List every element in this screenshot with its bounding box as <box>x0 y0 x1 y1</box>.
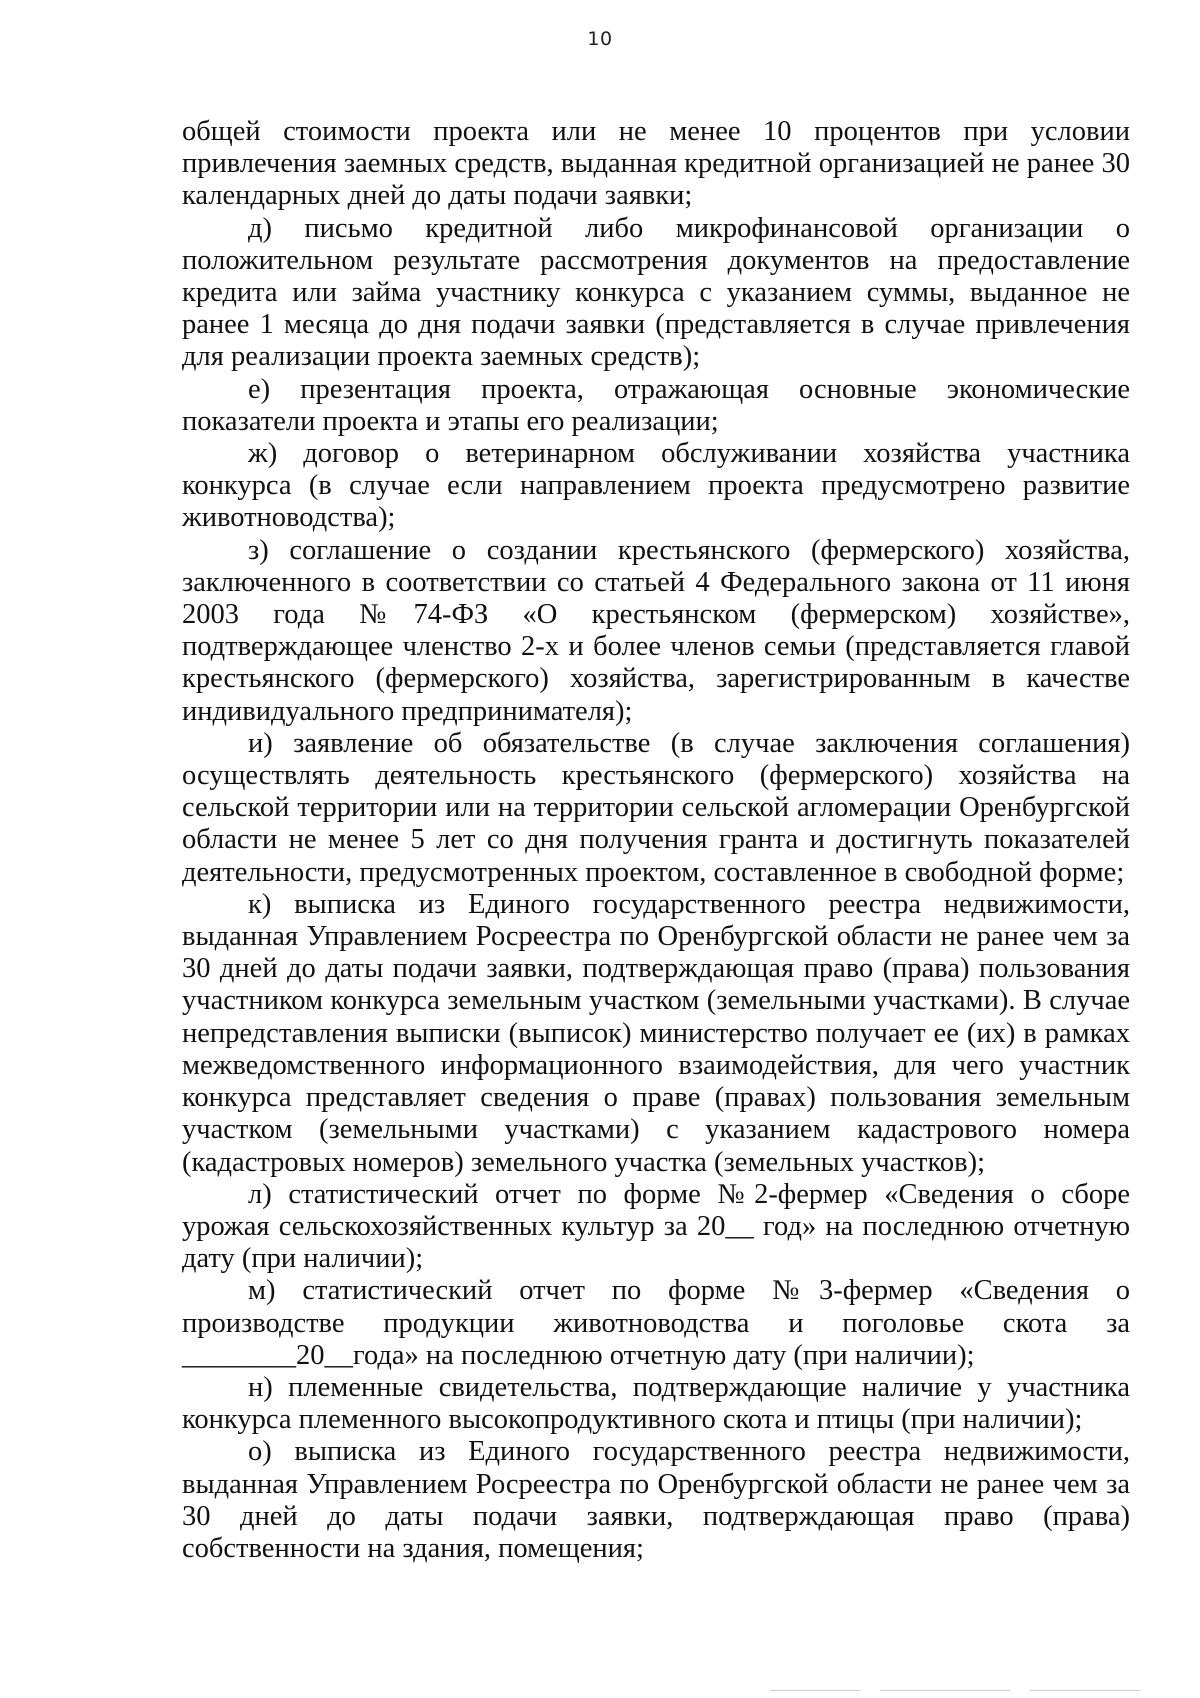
paragraph-item-i: и) заявление об обязательстве (в случае заключения соглашения) осуществлять деятельность крестьянского (фермерского) хозяйства на сельской территории или на территории сельской агломерации Оренбургской области не менее 5 лет со дня получения гранта и достигнуть показателей деятельности, предусмотренных проектом, составленное в свободной форме; <box>182 727 1130 888</box>
paragraph-item-d: д) письмо кредитной либо микрофинансовой организации о положительном результате рассмотрения документов на предоставление кредита или займа участнику конкурса с указанием суммы, выданное не ранее 1 месяца до дня подачи заявки (представляется в случае привлечения для реализации проекта заемных средств); <box>182 212 1130 373</box>
paragraph-item-l: л) статистический отчет по форме №2-фермер «Сведения о сборе урожая сельскохозяйственных культур за 20__ год» на последнюю отчетную дату (при наличии); <box>182 1178 1130 1275</box>
scan-artifact <box>1030 1690 1140 1691</box>
document-body <box>182 116 1130 1565</box>
paragraph-item-o: о) выписка из Единого государственного реестра недвижимости, выданная Управлением Росреестра по Оренбургской области не ранее чем за 30 дней до даты подачи заявки, подтверждающая право (права) собственности на здания, помещения; <box>182 1436 1130 1564</box>
page-number: 10 <box>587 28 613 50</box>
scan-artifact <box>880 1690 1010 1691</box>
paragraph-item-e: е) презентация проекта, отражающая основные экономические показатели проекта и этапы его реализации; <box>182 373 1130 437</box>
paragraph-item-n: н) племенные свидетельства, подтверждающие наличие у участника конкурса племенного высокопродуктивного скота и птицы (при наличии); <box>182 1371 1130 1436</box>
paragraph-item-zh: ж) договор о ветеринарном обслуживании хозяйства участника конкурса (в случае если направлением проекта предусмотрено развитие животноводства); <box>182 438 1130 534</box>
paragraph-continuation: общей стоимости проекта или не менее 10 процентов при условии привлечения заемных средств, выданная кредитной организацией не ранее 30 календарных дней до даты подачи заявки; <box>182 116 1130 212</box>
paragraph-item-m: м) статистический отчет по форме №3-фермер «Сведения о производстве продукции животноводства и поголовье скота за ________20__года» на последнюю отчетную дату (при наличии); <box>182 1275 1130 1371</box>
scan-artifact <box>770 1690 860 1691</box>
paragraph-item-z: з) соглашение о создании крестьянского (фермерского) хозяйства, заключенного в соответствии со статьей 4 Федерального закона от 11 июня 2003 года №74-ФЗ «О крестьянском (фермерском) хозяйстве», подтверждающее членство 2-х и более членов семьи (представляется главой крестьянского (фермерского) хозяйства, зарегистрированным в качестве индивидуального предпринимателя); <box>182 534 1130 727</box>
paragraph-item-k: к) выписка из Единого государственного реестра недвижимости, выданная Управлением Росреестра по Оренбургской области не ранее чем за 30 дней до даты подачи заявки, подтверждающая право (права) пользования участником конкурса земельным участком (земельными участками). В случае непредставления выписки (выписок) министерство получает ее (их) в рамках межведомственного информационного взаимодействия, для чего участник конкурса представляет сведения о праве (правах) пользования земельным участком (земельными участками) с указанием кадастрового номера (кадастровых номеров) земельного участка (земельных участков); <box>182 888 1130 1178</box>
